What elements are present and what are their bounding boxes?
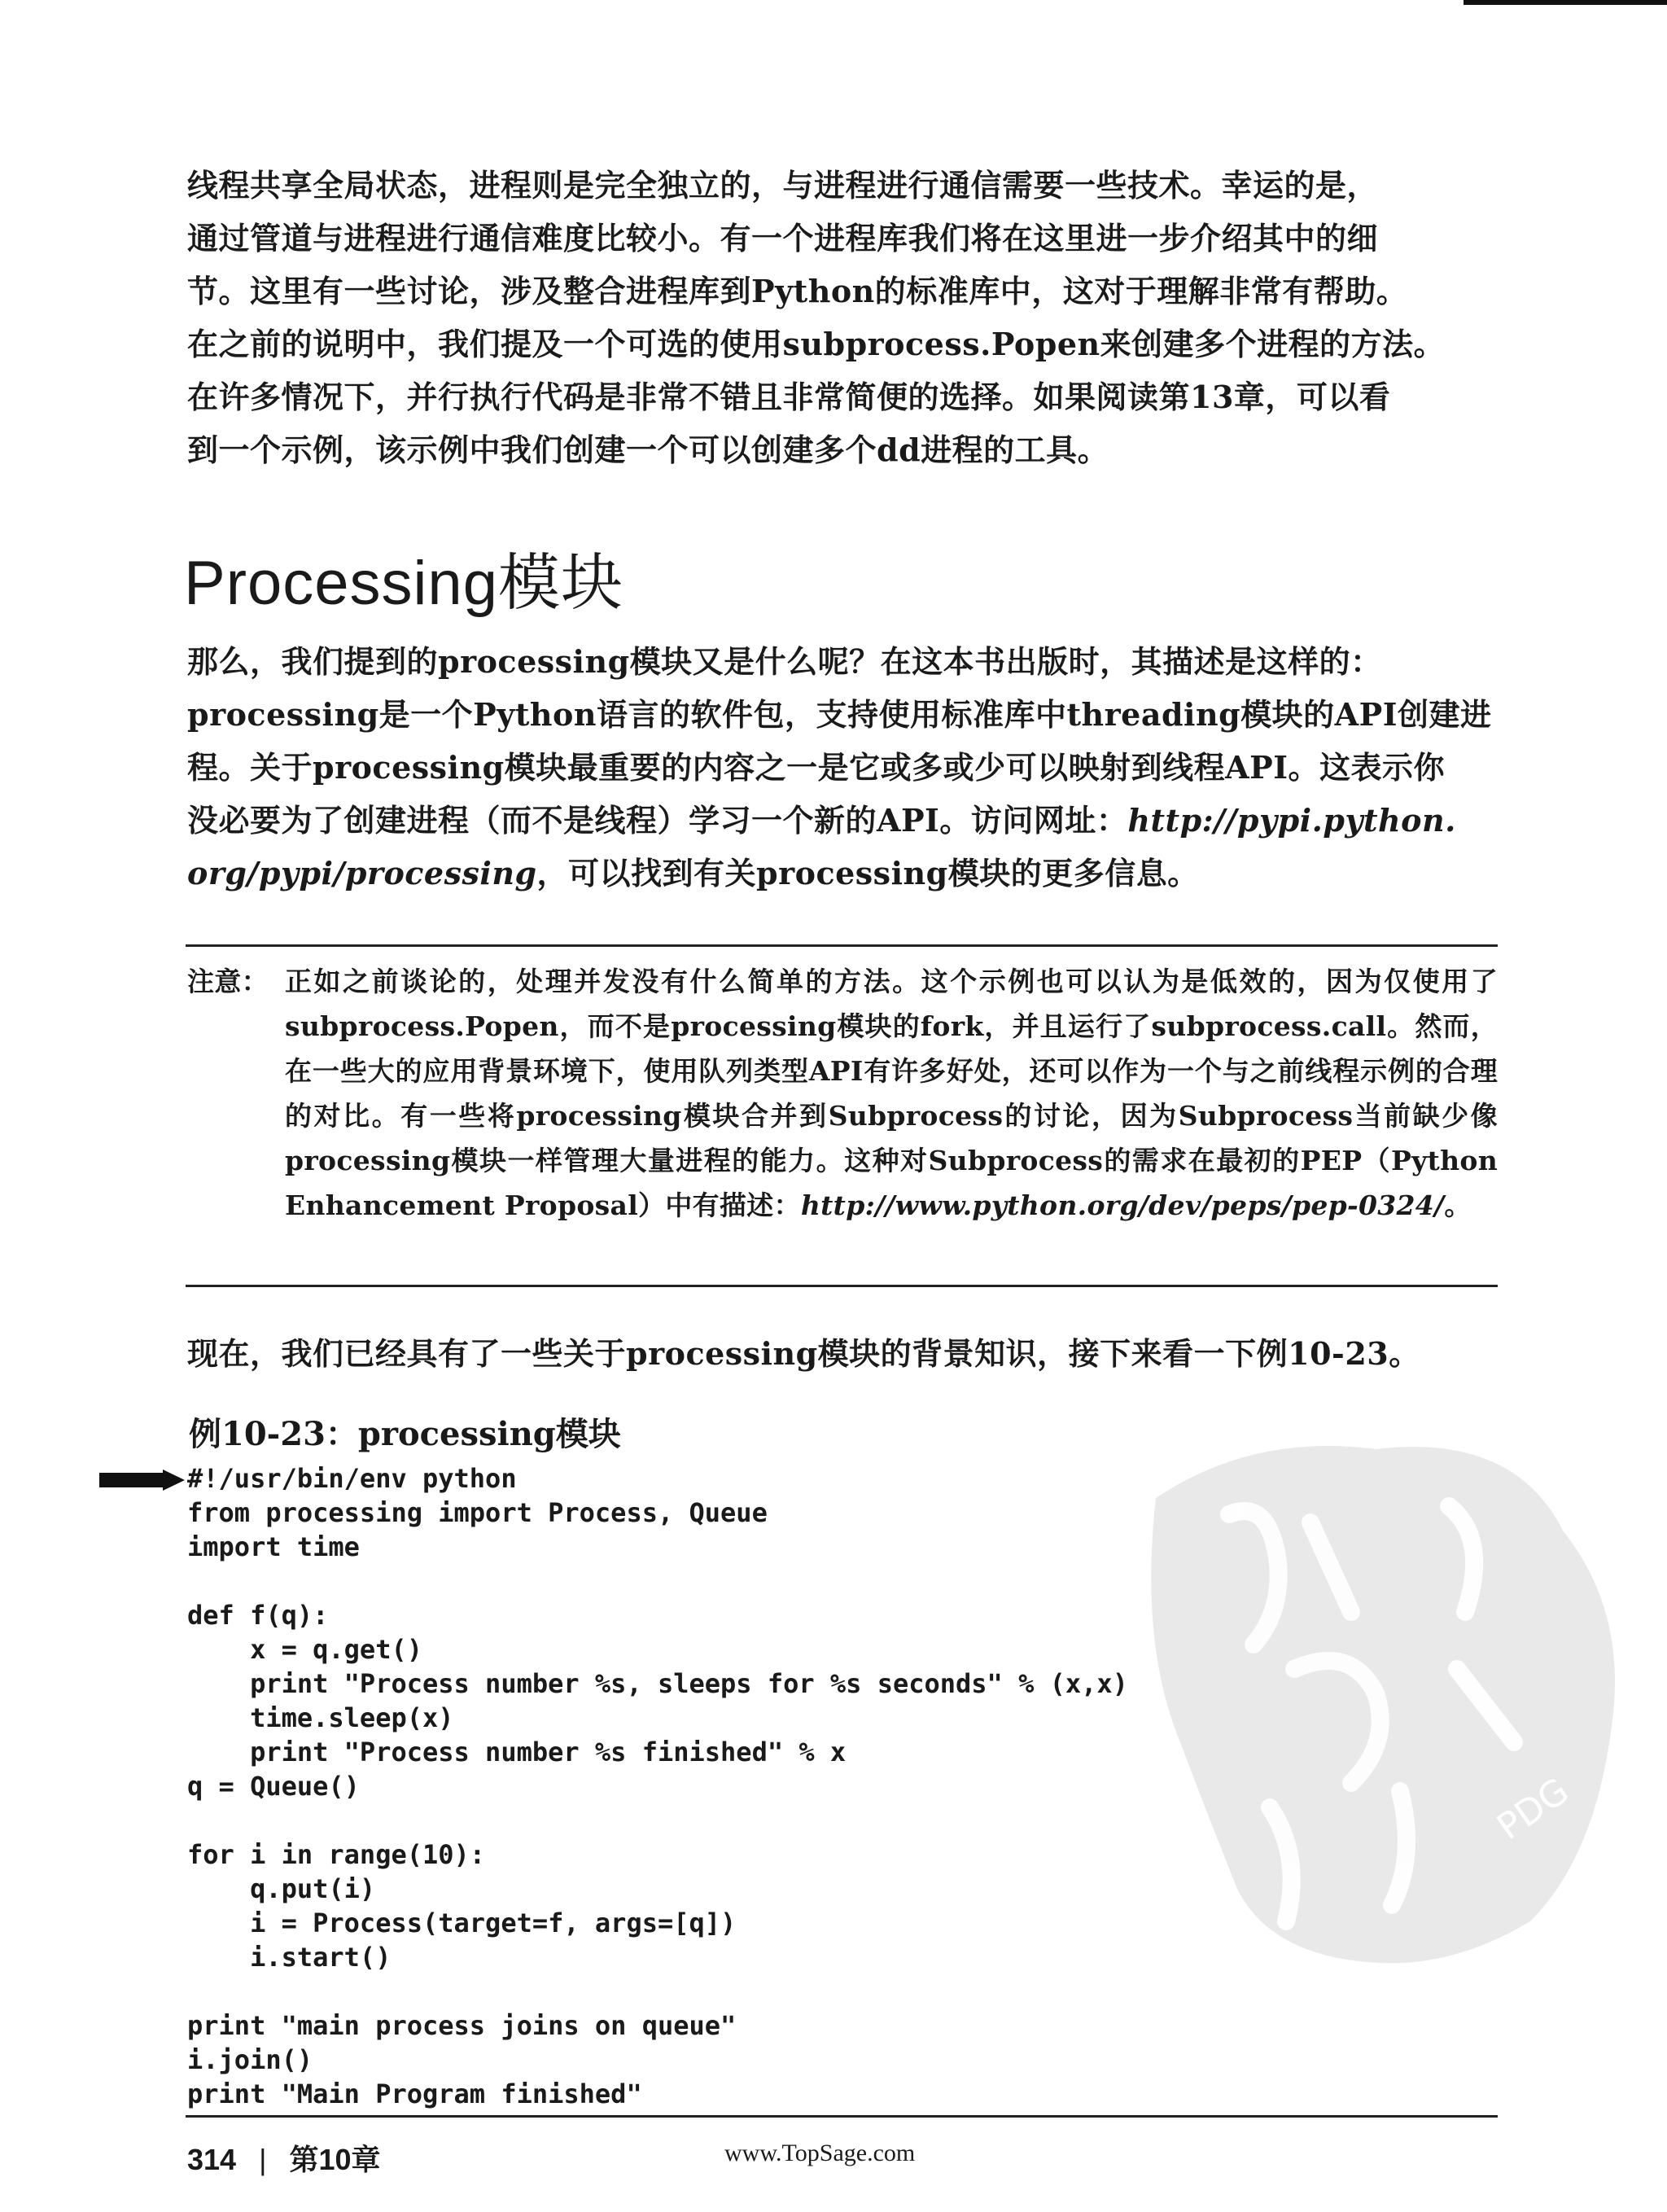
processing-description <box>187 635 1498 900</box>
page-number: 314 <box>187 2143 237 2176</box>
summary-paragraph: 现在，我们已经具有了一些关于processing模块的背景知识，接下来看一下例10-23。 <box>187 1335 1420 1372</box>
section-heading: Processing模块 <box>184 549 623 618</box>
watermark-text: PDG <box>1490 1770 1577 1849</box>
code-line: from processing import Process, Queue <box>187 1497 768 1528</box>
footer-site: www.TopSage.com <box>724 2140 916 2166</box>
top-edge-line <box>1464 0 1667 5</box>
note-end: 。 <box>1444 1189 1472 1221</box>
note-top-rule <box>186 944 1498 947</box>
code-line: for i in range(10): <box>187 1839 486 1870</box>
pep-link[interactable]: http://www.python.org/dev/peps/pep-0324/ <box>800 1189 1445 1221</box>
note-text: 正如之前谈论的，处理并发没有什么简单的方法。这个示例也可以认为是低效的，因为仅使用了subprocess.Popen，而不是processing模块的fork，并且运行了subprocess.call。然而，在一些大的应用背景环境下，使用队列类型API有许多好处，还可以作为一个与之前线程示例的合理的对比。有一些将processing模块合并到Subprocess的讨论，因为Subprocess当前缺少像processing模块一样管理大量进程的能力。这种对Subprocess的需求在最初的PEP（Python Enhancement Proposal）中有描述： <box>285 966 1498 1221</box>
footer-page-info <box>187 2137 380 2179</box>
arrow-marker-icon <box>99 1470 185 1491</box>
chapter-label: 第10章 <box>289 2143 381 2176</box>
intro-line: 线程共享全局状态，进程则是完全独立的，与进程进行通信需要一些技术。幸运的是， <box>187 167 1379 204</box>
code-line: def f(q): <box>187 1600 329 1631</box>
desc-text: 没必要为了创建进程（而不是线程）学习一个新的API。访问网址： <box>187 802 1128 839</box>
code-line: print "main process joins on queue" <box>187 2010 737 2041</box>
note-body <box>285 959 1498 1228</box>
code-line <box>187 1564 1128 1598</box>
library-seal-icon <box>1107 1400 1644 1970</box>
footer-separator: | <box>259 2143 267 2176</box>
intro-line: 通过管道与进程进行通信难度比较小。有一个进程库我们将在这里进一步介绍其中的细 <box>187 220 1379 256</box>
intro-line: 在之前的说明中，我们提及一个可选的使用subprocess.Popen来创建多个进程的方法。 <box>187 326 1446 362</box>
desc-line: 程。关于processing模块最重要的内容之一是它或多或少可以映射到线程API。这表示你 <box>187 749 1446 786</box>
code-line: x = q.get() <box>187 1634 422 1665</box>
desc-line <box>187 794 1498 847</box>
code-line: i.join() <box>187 2044 313 2075</box>
note-label: 注意： <box>187 966 269 997</box>
intro-line: 节。这里有一些讨论，涉及整合进程库到Python的标准库中，这对于理解非常有帮助。 <box>187 273 1408 309</box>
intro-line: 到一个示例，该示例中我们创建一个可以创建多个dd进程的工具。 <box>187 431 1109 468</box>
code-line: print "Process number %s finished" % x <box>187 1737 847 1767</box>
code-line: #!/usr/bin/env python <box>187 1463 517 1494</box>
pypi-link-part2[interactable]: org/pypi/processing <box>187 855 537 891</box>
intro-paragraph <box>187 159 1498 476</box>
note-bottom-rule <box>186 1285 1498 1287</box>
code-line: print "Main Program finished" <box>187 2078 642 2109</box>
code-line: q = Queue() <box>187 1771 360 1802</box>
code-line <box>187 1803 1128 1837</box>
code-line: i.start() <box>187 1942 392 1973</box>
desc-line <box>187 847 1498 900</box>
code-listing <box>187 1461 1128 2111</box>
intro-line: 在许多情况下，并行执行代码是非常不错且非常简便的选择。如果阅读第13章，可以看 <box>187 379 1391 415</box>
code-line: q.put(i) <box>187 1873 376 1904</box>
code-line: i = Process(target=f, args=[q]) <box>187 1908 737 1938</box>
code-line: print "Process number %s, sleeps for %s seconds" % (x,x) <box>187 1668 1128 1699</box>
code-line: time.sleep(x) <box>187 1702 454 1733</box>
code-line: import time <box>187 1531 360 1562</box>
desc-line: processing是一个Python语言的软件包，支持使用标准库中threading模块的API创建进 <box>187 696 1492 733</box>
pypi-link-part1[interactable]: http://pypi.python. <box>1127 802 1456 839</box>
example-title: 例10-23：processing模块 <box>189 1415 621 1453</box>
footer-rule <box>186 2115 1498 2118</box>
code-line <box>187 1974 1128 2008</box>
desc-text: ，可以找到有关processing模块的更多信息。 <box>536 855 1199 891</box>
note-box <box>187 959 1498 1228</box>
desc-line: 那么，我们提到的processing模块又是什么呢？在这本书出版时，其描述是这样的： <box>187 643 1382 680</box>
